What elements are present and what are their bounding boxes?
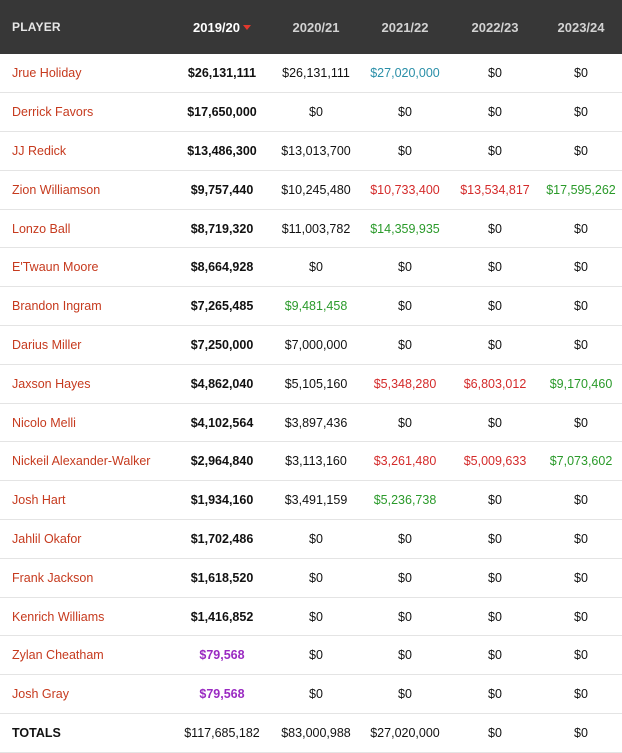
table-row (0, 326, 622, 365)
salary-cell: $0 (488, 493, 502, 508)
salary-cell: $13,013,700 (281, 143, 351, 158)
column-header-2021-22[interactable]: 2021/22 (381, 19, 429, 35)
salary-cell: $0 (488, 609, 502, 624)
salary-cell: $0 (398, 531, 412, 546)
salary-cell: $0 (574, 299, 588, 314)
salary-cell: $4,102,564 (190, 415, 254, 430)
salary-cell: $0 (309, 260, 323, 275)
salary-cell: $5,105,160 (284, 376, 348, 391)
player-name-link[interactable]: Nicolo Melli (12, 415, 76, 430)
salary-cell: $0 (574, 609, 588, 624)
salary-cell: $7,265,485 (190, 299, 254, 314)
salary-cell: $6,803,012 (463, 376, 527, 391)
salary-cell: $3,261,480 (373, 454, 437, 469)
salary-cell: $0 (488, 143, 502, 158)
salary-cell: $10,733,400 (370, 182, 440, 197)
player-name-link[interactable]: Jahlil Okafor (12, 531, 82, 546)
salary-cell: $0 (309, 570, 323, 585)
column-header-player[interactable]: PLAYER (12, 20, 61, 34)
salary-cell: $26,131,111 (187, 66, 257, 81)
salary-cell: $0 (398, 299, 412, 314)
salary-cell: $0 (309, 105, 323, 120)
table-row (0, 442, 622, 481)
salary-cell: $0 (309, 531, 323, 546)
salary-cell: $13,534,817 (460, 182, 530, 197)
salary-cell: $8,664,928 (190, 260, 254, 275)
salary-cell: $1,618,520 (190, 570, 254, 585)
salary-cell: $0 (398, 143, 412, 158)
table-row (0, 54, 622, 93)
salary-cell: $0 (574, 687, 588, 702)
salary-cell: $27,020,000 (370, 66, 440, 81)
table-row (0, 209, 622, 248)
player-name-link[interactable]: Nickeil Alexander-Walker (12, 454, 151, 469)
salary-cell: $0 (398, 687, 412, 702)
column-header-2022-23[interactable]: 2022/23 (471, 19, 519, 35)
salary-cell: $0 (574, 337, 588, 352)
salary-cell: $0 (488, 337, 502, 352)
player-name-link[interactable]: Jaxson Hayes (12, 376, 91, 391)
salary-cell: $2,964,840 (190, 454, 254, 469)
column-header-2020-21[interactable]: 2020/21 (292, 19, 340, 35)
salary-cell: $8,719,320 (190, 221, 254, 236)
salary-cell: $0 (488, 531, 502, 546)
salary-cell: $7,073,602 (549, 454, 613, 469)
salary-cell: $10,245,480 (281, 182, 351, 197)
salary-cell: $0 (574, 531, 588, 546)
salary-cell: $11,003,782 (281, 221, 351, 236)
salary-cell: $79,568 (199, 648, 245, 663)
salary-cell: $0 (398, 609, 412, 624)
table-row (0, 287, 622, 326)
header-row (0, 0, 622, 54)
player-name-link[interactable]: Josh Gray (12, 687, 69, 702)
salary-cell: $5,236,738 (373, 493, 437, 508)
salary-cell: $0 (574, 260, 588, 275)
salary-cell: $0 (574, 105, 588, 120)
salary-cell: $0 (574, 570, 588, 585)
player-name-link[interactable]: E'Twaun Moore (12, 260, 99, 275)
player-name-link[interactable]: Kenrich Williams (12, 609, 105, 624)
salary-cell: $3,491,159 (284, 493, 348, 508)
salary-cell: $0 (309, 648, 323, 663)
player-name-link[interactable]: Brandon Ingram (12, 299, 102, 314)
player-name-link[interactable]: Darius Miller (12, 337, 82, 352)
salary-cell: $9,170,460 (549, 376, 613, 391)
table-row (0, 675, 622, 714)
salary-cell: $1,702,486 (190, 531, 254, 546)
column-header-2019-20[interactable] (172, 0, 272, 54)
salary-cell: $9,757,440 (190, 182, 254, 197)
table-row (0, 558, 622, 597)
salary-cell: $3,113,160 (285, 454, 347, 469)
player-name-link[interactable]: Jrue Holiday (12, 66, 82, 81)
salary-cell: $1,416,852 (190, 609, 254, 624)
salary-cell: $7,000,000 (284, 337, 348, 352)
salary-cell: $0 (309, 687, 323, 702)
salary-cell: $4,862,040 (190, 376, 254, 391)
column-header-label: 2019/20 (193, 19, 240, 35)
player-name-link[interactable]: Frank Jackson (12, 570, 94, 585)
salary-cell: $0 (488, 299, 502, 314)
salary-cell: $0 (488, 66, 502, 81)
salary-cell: $79,568 (199, 687, 245, 702)
table-row (0, 520, 622, 559)
salary-cell: $7,250,000 (190, 337, 254, 352)
totals-cell: $83,000,988 (281, 725, 351, 740)
salary-cell: $5,009,633 (463, 454, 527, 469)
salary-cell: $17,650,000 (187, 105, 257, 120)
salary-cell: $0 (574, 66, 588, 81)
salary-cell: $0 (488, 260, 502, 275)
table-row (0, 597, 622, 636)
salary-cell: $0 (398, 337, 412, 352)
salary-cell: $0 (574, 143, 588, 158)
table-row (0, 636, 622, 675)
salary-cell: $0 (488, 687, 502, 702)
salary-cell: $0 (488, 648, 502, 663)
totals-cell: $0 (488, 725, 502, 740)
table-row (0, 248, 622, 287)
salary-cell: $9,481,458 (284, 299, 348, 314)
salary-cell: $0 (574, 415, 588, 430)
table-body (0, 54, 622, 752)
sort-descending-icon (243, 25, 251, 30)
salary-cell: $26,131,111 (282, 66, 350, 81)
salary-cell: $0 (398, 105, 412, 120)
salary-cell: $5,348,280 (373, 376, 437, 391)
salary-cell: $0 (398, 260, 412, 275)
table-row (0, 132, 622, 171)
salary-cell: $0 (488, 221, 502, 236)
salary-cell: $13,486,300 (187, 143, 257, 158)
salary-cell: $14,359,935 (370, 221, 440, 236)
totals-cell: $117,685,182 (184, 725, 260, 740)
salary-cell: $0 (574, 648, 588, 663)
player-name-link[interactable]: Zion Williamson (12, 182, 101, 197)
totals-cell: $27,020,000 (370, 725, 440, 740)
table-header (0, 0, 622, 54)
player-name-link[interactable]: Zylan Cheatham (12, 648, 104, 663)
salary-cell: $3,897,436 (284, 415, 348, 430)
salary-cell: $1,934,160 (190, 493, 254, 508)
salary-cell: $0 (309, 609, 323, 624)
salary-cell: $0 (488, 415, 502, 430)
table-row (0, 93, 622, 132)
table-row (0, 481, 622, 520)
salary-cell: $0 (488, 570, 502, 585)
salary-cell: $0 (574, 221, 588, 236)
totals-label: TOTALS (12, 725, 61, 740)
totals-row (0, 714, 622, 753)
salary-cell: $0 (398, 648, 412, 663)
table-row (0, 170, 622, 209)
player-name-link[interactable]: Josh Hart (12, 493, 66, 508)
player-name-link[interactable]: Lonzo Ball (12, 221, 71, 236)
column-header-2023-24[interactable]: 2023/24 (557, 19, 605, 35)
salary-cell: $0 (398, 570, 412, 585)
salary-cell: $0 (574, 493, 588, 508)
player-name-link[interactable]: Derrick Favors (12, 105, 94, 120)
table-row (0, 403, 622, 442)
totals-cell: $0 (574, 725, 588, 740)
table-row (0, 364, 622, 403)
player-name-link[interactable]: JJ Redick (12, 143, 67, 158)
salary-cell: $17,595,262 (546, 182, 616, 197)
salary-cell: $0 (488, 105, 502, 120)
salary-cell: $0 (398, 415, 412, 430)
